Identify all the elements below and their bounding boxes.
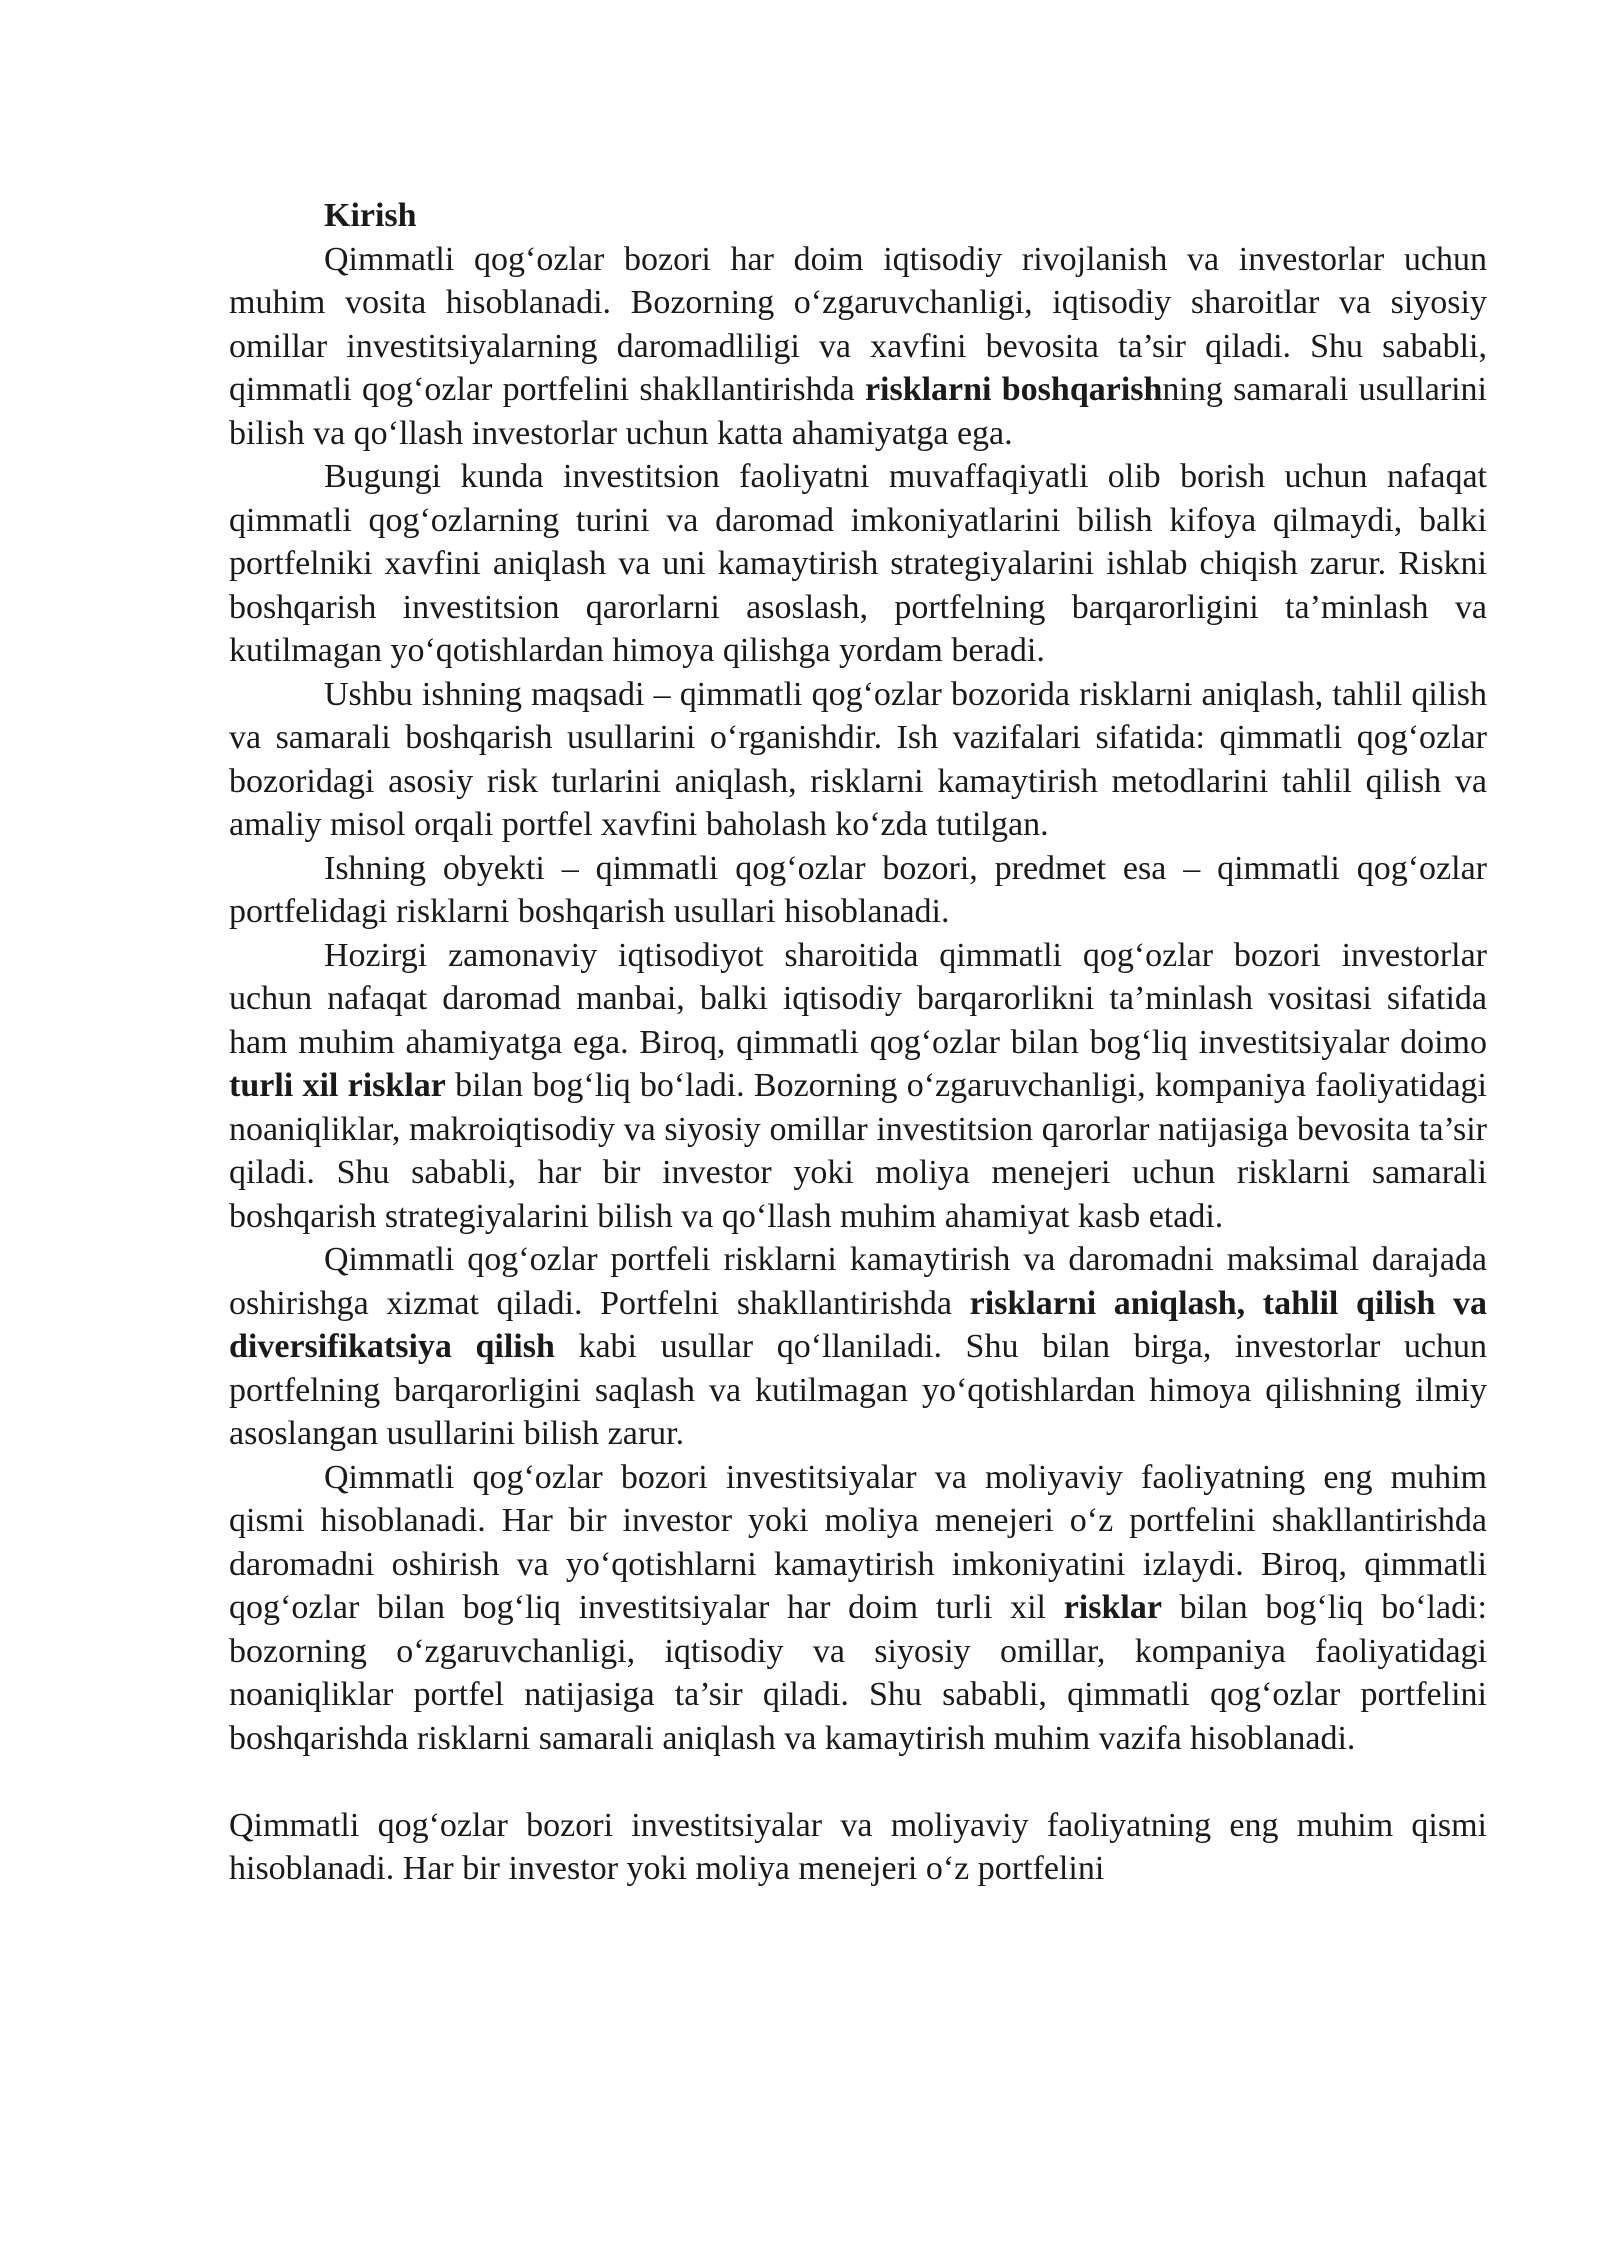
document-page (229, 194, 1487, 1891)
paragraph-text: Qimmatli qog‘ozlar bozori har doim iqtisodiy rivojlanish va investorlar uchun muhim vosita hisoblanadi. Bozorning o‘zgaruvchanligi, iqtisodiy sharoitlar va siyosiy omillar investitsiyalarning daromadliligi va xavfini bevosita ta’sir qiladi. Shu sababli, qimmatli qog‘ozlar portfelini shakllantirishda (229, 240, 1487, 408)
bold-phrase: risklarni boshqarish (864, 371, 1163, 408)
paragraph-text: Hozirgi zamonaviy iqtisodiyot sharoitida qimmatli qog‘ozlar bozori investorlar uchun nafaqat daromad manbai, balki iqtisodiy barqarorlikni ta’minlash vositasi sifatida ham muhim ahamiyatga ega. Biroq, qimmatli qog‘ozlar bilan bog‘liq investitsiyalar doimo (229, 936, 1487, 1061)
paragraph-text: bilan bog‘liq bo‘ladi. Bozorning o‘zgaruvchanligi, kompaniya faoliyatidagi noaniqliklar, makroiqtisodiy va siyosiy omillar investitsion qarorlar natijasiga bevosita ta’sir qiladi. Shu sababli, har bir investor yoki moliya menejeri uchun risklarni samarali boshqarish strategiyalarini bilish va qo‘llash muhim ahamiyat kasb etadi. (229, 1067, 1487, 1235)
paragraph-market (229, 1456, 1487, 1761)
paragraph-object: Ishning obyekti – qimmatli qog‘ozlar bozori, predmet esa – qimmatli qog‘ozlar portfelidagi risklarni boshqarish usullari hisoblanadi. (229, 849, 1487, 930)
paragraph-importance: Bugungi kunda investitsion faoliyatni muvaffaqiyatli olib borish uchun nafaqat qimmatli qog‘ozlarning turini va daromad imkoniyatlarini bilish kifoya qilmaydi, balki portfelniki xavfini aniqlash va uni kamaytirish strategiyalarini ishlab chiqish zarur. Riskni boshqarish investitsion qarorlarni asoslash, portfelning barqarorligini ta’minlash va kutilmagan yo‘qotishlardan himoya qilishga yordam beradi. (229, 458, 1487, 669)
paragraph-text: ning samarali usullarini bilish va qo‘llash investorlar uchun katta ahamiyatga ega. (229, 371, 1487, 452)
paragraph-text: kabi usullar qo‘llaniladi. Shu bilan birga, investorlar uchun portfelning barqarorligini saqlash va kutilmagan yo‘qotishlardan himoya qilishning ilmiy asoslangan usullarini bilish zarur. (229, 1328, 1488, 1452)
paragraph-spacer (229, 1760, 1487, 1804)
paragraph-text: Qimmatli qog‘ozlar bozori investitsiyalar va moliyaviy faoliyatning eng muhim qismi hisoblanadi. Har bir investor yoki moliya menejeri o‘z portfelini shakllantirishda daromadni oshirish va yo‘qotishlarni kamaytirish imkoniyatini izlaydi. Biroq, qimmatli qog‘ozlar bilan bog‘liq investitsiyalar har doim turli xil (229, 1458, 1487, 1626)
bold-phrase: risklar (1063, 1589, 1162, 1626)
section-heading: Kirish (324, 197, 417, 234)
bold-phrase: risklarni aniqlash, tahlil qilish va diversifikatsiya qilish (229, 1284, 1487, 1365)
paragraph-portfolio (229, 1238, 1487, 1456)
bold-phrase: turli xil risklar (229, 1067, 446, 1104)
paragraph-text: bilan bog‘liq bo‘ladi: bozorning o‘zgaruvchanligi, iqtisodiy va siyosiy omillar, kompaniya faoliyatidagi noaniqliklar portfel natijasiga ta’sir qiladi. Shu sababli, qimmatli qog‘ozlar portfelini boshqarishda risklarni samarali aniqlash va kamaytirish muhim vazifa hisoblanadi. (229, 1589, 1487, 1757)
paragraph-modern-economy (229, 934, 1487, 1239)
paragraph-goal: Ushbu ishning maqsadi – qimmatli qog‘ozlar bozorida risklarni aniqlash, tahlil qilish va samarali boshqarish usullarini o‘rganishdir. Ish vazifalari sifatida: qimmatli qog‘ozlar bozoridagi asosiy risk turlarini aniqlash, risklarni kamaytirish metodlarini tahlil qilish va amaliy misol orqali portfel xavfini baholash ko‘zda tutilgan. (229, 675, 1487, 843)
paragraph-trailing: Qimmatli qog‘ozlar bozori investitsiyalar va moliyaviy faoliyatning eng muhim qismi hisoblanadi. Har bir investor yoki moliya menejeri o‘z portfelini (229, 1806, 1487, 1887)
paragraph-text: Qimmatli qog‘ozlar portfeli risklarni kamaytirish va daromadni maksimal darajada oshirishga xizmat qiladi. Portfelni shakllantirishda (229, 1241, 1487, 1322)
paragraph-intro (229, 238, 1487, 456)
